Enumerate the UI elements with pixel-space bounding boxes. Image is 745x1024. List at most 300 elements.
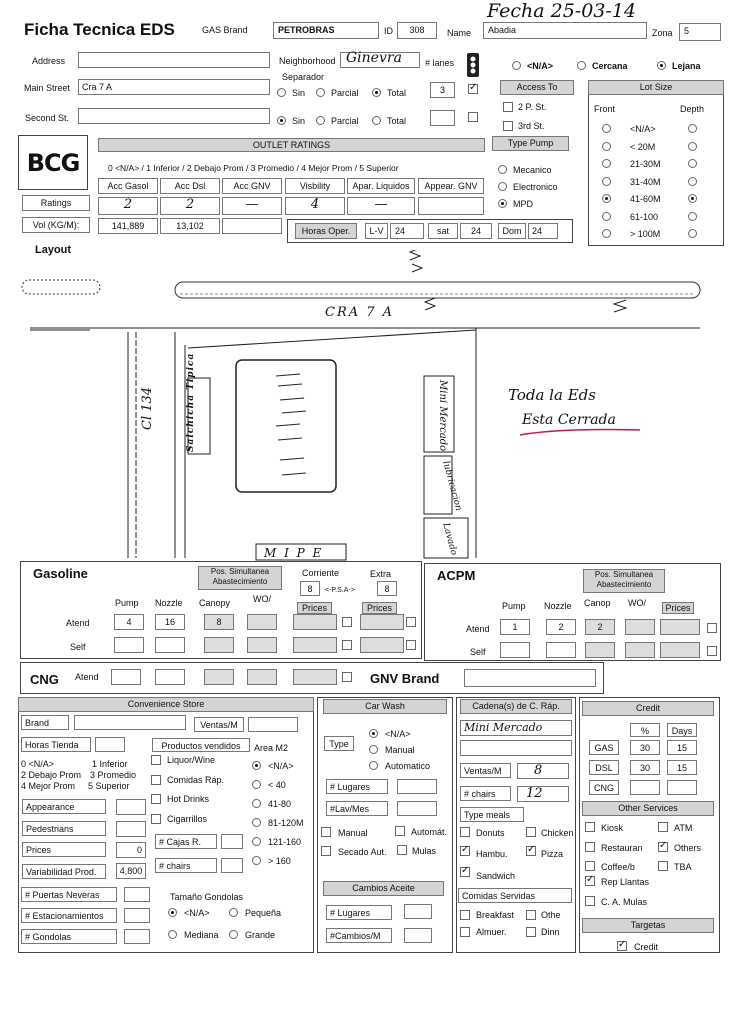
acpm-self-price[interactable] bbox=[660, 642, 700, 658]
area-label: > 160 bbox=[268, 856, 291, 866]
acpm-atend-price[interactable] bbox=[660, 619, 700, 635]
product-checkbox[interactable] bbox=[151, 775, 161, 785]
meal-hambu-label: Hambu. bbox=[476, 849, 508, 859]
rating-field[interactable]: 4 bbox=[285, 197, 345, 215]
store-scale-4: 3 Promedio bbox=[90, 770, 137, 780]
credit-header: Credit bbox=[582, 701, 714, 716]
gas-self-chk1[interactable] bbox=[342, 640, 352, 650]
second-lanes-checkbox[interactable] bbox=[468, 112, 478, 122]
product-checkbox[interactable] bbox=[151, 814, 161, 824]
cambios-mes-label: #Cambios/M bbox=[326, 928, 392, 943]
lot-depth-radio[interactable] bbox=[688, 142, 697, 151]
lot-depth-radio[interactable] bbox=[688, 229, 697, 238]
area-label: 121-160 bbox=[268, 837, 302, 847]
cw-manual-radio[interactable] bbox=[369, 745, 378, 754]
comidas-othe-chk[interactable] bbox=[526, 910, 536, 920]
lv-field[interactable]: 24 bbox=[390, 223, 424, 239]
traffic-light-icon bbox=[462, 52, 484, 80]
cw-na-label: <N/A> bbox=[385, 729, 411, 739]
area-label: < 40 bbox=[268, 780, 286, 790]
targetas-header: Targetas bbox=[582, 918, 714, 933]
outlet-col-header: Apar. Liquidos bbox=[347, 178, 415, 194]
cadena-chairs-label: # chairs bbox=[460, 786, 511, 801]
gas-pump-label: Pump bbox=[115, 598, 139, 608]
gas-atend-wo[interactable] bbox=[247, 614, 277, 630]
store-horas-label: Horas Tienda bbox=[21, 737, 91, 752]
cw-manual-chk[interactable] bbox=[321, 827, 331, 837]
lanes-field[interactable]: 3 bbox=[430, 82, 455, 98]
service-label: Coffee/b bbox=[601, 862, 635, 872]
second-st-label: Second St. bbox=[25, 113, 70, 123]
cw-na-radio[interactable] bbox=[369, 729, 378, 738]
acpm-self-nozzle[interactable] bbox=[546, 642, 576, 658]
access-3rd-label: 3rd St. bbox=[518, 121, 545, 131]
product-checkbox[interactable] bbox=[151, 794, 161, 804]
gas-extra-field[interactable]: 8 bbox=[377, 581, 397, 596]
cng-field-5[interactable] bbox=[293, 669, 337, 685]
acpm-self-label: Self bbox=[470, 647, 486, 657]
zona-label: Zona bbox=[652, 28, 673, 38]
sec-parcial-radio[interactable] bbox=[316, 116, 325, 125]
store-prices-label: Prices bbox=[22, 842, 106, 857]
meal-donuts-chk[interactable] bbox=[460, 827, 470, 837]
pump-electronico-label: Electronico bbox=[513, 182, 558, 192]
gas-brand-field[interactable]: PETROBRAS bbox=[273, 22, 379, 39]
lot-option-label: 31-40M bbox=[630, 176, 661, 187]
gas-wo-label: WO/ bbox=[253, 594, 271, 604]
lot-option-label: 21-30M bbox=[630, 159, 661, 169]
acpm-atend-nozzle[interactable]: 2 bbox=[546, 619, 576, 635]
store-pedestrians-field[interactable] bbox=[116, 821, 146, 837]
credit-row-label: GAS bbox=[589, 740, 619, 755]
cw-auto-label: Automatico bbox=[385, 761, 431, 771]
area-radio[interactable] bbox=[252, 818, 261, 827]
service-label: ATM bbox=[674, 823, 693, 833]
acpm-self-chk[interactable] bbox=[707, 646, 717, 656]
sec-parcial-label: Parcial bbox=[331, 116, 359, 126]
street-left-label: Cl 134 bbox=[140, 386, 155, 430]
cw-manual-label: Manual bbox=[385, 745, 415, 755]
carwash-type-label: Type bbox=[324, 736, 354, 751]
second-lanes-field[interactable] bbox=[430, 110, 455, 126]
gas-prices-2: Prices bbox=[362, 602, 397, 614]
store-cajas-field[interactable] bbox=[221, 834, 243, 849]
vol-field[interactable]: 13,102 bbox=[160, 218, 220, 234]
sep-total-radio[interactable] bbox=[372, 88, 381, 97]
tam-grande-radio[interactable] bbox=[229, 930, 238, 939]
acpm-wo-label: WO/ bbox=[628, 598, 646, 608]
gas-corriente-label: Corriente bbox=[302, 568, 340, 578]
sep-total-label: Total bbox=[387, 88, 407, 98]
note-line2: Esta Cerrada bbox=[522, 412, 616, 428]
prox-cercana-radio[interactable] bbox=[577, 61, 586, 70]
lot-front-radio[interactable] bbox=[602, 159, 611, 168]
store-gondolas-field[interactable] bbox=[124, 929, 150, 944]
credit-pct-header: % bbox=[630, 723, 660, 737]
tam-mediana-radio[interactable] bbox=[168, 930, 177, 939]
lot-depth-radio[interactable] bbox=[688, 194, 697, 203]
meal-hambu-chk[interactable] bbox=[460, 846, 470, 856]
acpm-canop-label: Canop bbox=[584, 598, 611, 608]
acpm-self-wo[interactable] bbox=[625, 642, 655, 658]
cw-automat-chk-label: Automát. bbox=[411, 827, 448, 837]
sep-parcial-label: Parcial bbox=[331, 88, 359, 98]
prox-cercana-label: Cercana bbox=[592, 61, 628, 71]
cng-atend-label: Atend bbox=[75, 672, 99, 682]
acpm-atend-canop[interactable]: 2 bbox=[585, 619, 615, 635]
ratings-label: Ratings bbox=[22, 195, 90, 211]
other-services-header: Other Services bbox=[582, 801, 714, 816]
horas-oper-label: Horas Oper. bbox=[295, 223, 357, 239]
access-3rd-checkbox[interactable] bbox=[503, 121, 513, 131]
pump-mpd-label: MPD bbox=[513, 199, 533, 209]
gas-corriente-field[interactable]: 8 bbox=[300, 581, 320, 596]
main-street-label: Main Street bbox=[24, 83, 71, 93]
area-radio[interactable] bbox=[252, 837, 261, 846]
zona-field[interactable]: 5 bbox=[679, 23, 721, 41]
credit-row-label: CNG bbox=[589, 780, 619, 795]
rating-field[interactable]: — bbox=[222, 197, 282, 215]
area-label: 81-120M bbox=[268, 818, 304, 828]
cw-lugares-field[interactable] bbox=[397, 779, 437, 794]
lot-depth-radio[interactable] bbox=[688, 124, 697, 133]
store-prices-value[interactable]: 0 bbox=[116, 842, 146, 858]
lot-depth-radio[interactable] bbox=[688, 212, 697, 221]
store-cajas-label: # Cajas R. bbox=[155, 834, 217, 849]
rating-field[interactable] bbox=[418, 197, 484, 215]
meal-pizza-label: Pizza bbox=[541, 849, 564, 859]
meal-pizza-chk[interactable] bbox=[526, 846, 536, 856]
gas-self-canopy[interactable] bbox=[204, 637, 234, 653]
store-scale-3: 2 Debajo Prom bbox=[21, 770, 82, 780]
targetas-credit-chk[interactable] bbox=[617, 941, 627, 951]
cw-lavmes-label: #Lav/Mes bbox=[326, 801, 388, 816]
pump-mpd-radio[interactable] bbox=[498, 199, 507, 208]
fecha-handwritten: Fecha 25-03-14 bbox=[487, 0, 637, 22]
layout-sketch bbox=[0, 250, 745, 562]
cadena-chairs-field[interactable]: 12 bbox=[517, 786, 569, 802]
lot-depth-label: Depth bbox=[680, 104, 705, 114]
credit-days-field[interactable]: 15 bbox=[667, 740, 697, 755]
gas-atend-price1[interactable] bbox=[293, 614, 337, 630]
store-variabilidad-value[interactable]: 4,800 bbox=[116, 863, 146, 879]
store-estac-label: # Estacionamientos bbox=[21, 908, 117, 923]
service-checkbox[interactable] bbox=[585, 822, 595, 832]
lot-front-radio[interactable] bbox=[602, 177, 611, 186]
cng-field-2[interactable] bbox=[155, 669, 185, 685]
comidas-breakfast-chk[interactable] bbox=[460, 910, 470, 920]
area-radio[interactable] bbox=[252, 799, 261, 808]
cng-field-4[interactable] bbox=[247, 669, 277, 685]
main-street-field[interactable]: Cra 7 A bbox=[78, 79, 270, 95]
outlet-col-header: Acc GNV bbox=[222, 178, 282, 194]
comidas-almuer-chk[interactable] bbox=[460, 927, 470, 937]
service-checkbox[interactable] bbox=[585, 896, 595, 906]
type-pump-header: Type Pump bbox=[492, 136, 569, 151]
sep-parcial-radio[interactable] bbox=[316, 88, 325, 97]
service-label: Rep Llantas bbox=[601, 877, 650, 887]
gas-extra-label: Extra bbox=[370, 569, 392, 579]
area-radio[interactable] bbox=[252, 856, 261, 865]
meal-sandwich-chk[interactable] bbox=[460, 867, 470, 877]
store-scale-1: 0 <N/A> bbox=[21, 759, 55, 769]
area-radio[interactable] bbox=[252, 780, 261, 789]
gas-atend-nozzle[interactable]: 16 bbox=[155, 614, 185, 630]
note-line1: Toda la Eds bbox=[508, 386, 596, 404]
lot-option-label: 41-60M bbox=[630, 194, 661, 204]
product-label: Comidas Ráp. bbox=[167, 774, 225, 785]
service-checkbox[interactable] bbox=[585, 842, 595, 852]
lot-front-radio[interactable] bbox=[602, 124, 611, 133]
prox-na-radio[interactable] bbox=[512, 61, 521, 70]
cambios-header: Cambios Aceite bbox=[323, 881, 444, 896]
comidas-label: Comidas Servidas bbox=[458, 888, 572, 903]
access-2p-label: 2 P. St. bbox=[518, 102, 547, 112]
outlet-ratings-header: OUTLET RATINGS bbox=[98, 138, 485, 152]
separador-label: Separador bbox=[282, 72, 325, 82]
service-label: Others bbox=[674, 842, 702, 853]
lot-front-radio[interactable] bbox=[602, 229, 611, 238]
store-area-label: Area M2 bbox=[254, 743, 289, 753]
gas-nozzle-label: Nozzle bbox=[155, 598, 183, 608]
prox-lejana-radio[interactable] bbox=[657, 61, 666, 70]
product-label: Liquor/Wine bbox=[167, 755, 216, 765]
gas-atend-chk2[interactable] bbox=[406, 617, 416, 627]
acpm-prices: Prices bbox=[662, 602, 694, 614]
neighborhood-label: Neighborhood bbox=[279, 56, 336, 66]
access-to-header: Access To bbox=[500, 80, 574, 95]
sec-total-label: Total bbox=[387, 116, 407, 126]
outlet-col-header: Acc Gasol bbox=[98, 178, 158, 194]
acpm-atend-chk[interactable] bbox=[707, 623, 717, 633]
mipe-label: M I P E bbox=[264, 546, 324, 560]
service-checkbox[interactable] bbox=[658, 842, 668, 852]
acpm-pump-label: Pump bbox=[502, 601, 526, 611]
lot-option-label: < 20M bbox=[630, 141, 656, 152]
layout-title: Layout bbox=[35, 244, 72, 256]
area-label: 41-80 bbox=[268, 799, 292, 809]
lot-front-radio[interactable] bbox=[602, 142, 611, 151]
tam-mediana-label: Mediana bbox=[184, 930, 219, 940]
cambios-lugares-field[interactable] bbox=[404, 904, 432, 919]
lot-front-radio[interactable] bbox=[602, 194, 611, 203]
acpm-self-canop[interactable] bbox=[585, 642, 615, 658]
lanes-label: # lanes bbox=[425, 58, 455, 68]
gas-self-chk2[interactable] bbox=[406, 640, 416, 650]
shop-left-label: Salchicha Tipica bbox=[186, 352, 196, 452]
tam-grande-label: Grande bbox=[245, 930, 276, 940]
lot-depth-radio[interactable] bbox=[688, 159, 697, 168]
cadena-field-2[interactable] bbox=[460, 740, 572, 756]
pump-mecanico-radio[interactable] bbox=[498, 165, 507, 174]
gas-atend-chk1[interactable] bbox=[342, 617, 352, 627]
gas-self-pump[interactable] bbox=[114, 637, 144, 653]
store-puertas-field[interactable] bbox=[124, 887, 150, 902]
lanes-checkbox[interactable] bbox=[468, 84, 478, 94]
store-horas-field[interactable] bbox=[95, 737, 125, 752]
acpm-nozzle-label: Nozzle bbox=[544, 601, 572, 611]
cng-field-1[interactable] bbox=[111, 669, 141, 685]
area-radio[interactable] bbox=[252, 761, 261, 770]
lot-option-label: 61-100 bbox=[630, 211, 659, 222]
area-label: <N/A> bbox=[268, 761, 294, 771]
lot-option-label: <N/A> bbox=[630, 124, 656, 134]
outlet-col-header: Appear. GNV bbox=[418, 178, 484, 194]
lot-option-label: > 100M bbox=[630, 229, 661, 239]
id-label: ID bbox=[384, 26, 393, 36]
store-appearance-field[interactable] bbox=[116, 799, 146, 815]
outlet-scale: 0 <N/A> / 1 Inferior / 2 Debajo Prom / 3 Promedio / 4 Mejor Prom / 5 Superior bbox=[108, 163, 399, 173]
acpm-self-pump[interactable] bbox=[500, 642, 530, 658]
store-estac-field[interactable] bbox=[124, 908, 150, 923]
service-checkbox[interactable] bbox=[585, 861, 595, 871]
mini-mercado-label: Mini Mercado bbox=[437, 380, 448, 452]
lot-front-radio[interactable] bbox=[602, 212, 611, 221]
gas-atend-label: Atend bbox=[66, 618, 90, 628]
gas-atend-canopy[interactable]: 8 bbox=[204, 614, 234, 630]
credit-pct-field[interactable]: 30 bbox=[630, 760, 660, 775]
gasoline-title: Gasoline bbox=[33, 566, 88, 581]
lv-label: L-V bbox=[365, 223, 388, 239]
cw-automat-chk[interactable] bbox=[395, 826, 405, 836]
tam-na-radio[interactable] bbox=[168, 908, 177, 917]
targetas-credit-label: Credit bbox=[634, 942, 659, 952]
store-chairs-field[interactable] bbox=[221, 858, 243, 873]
store-ventas-label: Ventas/M bbox=[194, 717, 244, 732]
sec-total-radio[interactable] bbox=[372, 116, 381, 125]
credit-pct-field[interactable]: 30 bbox=[630, 740, 660, 755]
service-checkbox[interactable] bbox=[585, 876, 595, 886]
comidas-dinn-label: Dinn bbox=[541, 927, 560, 937]
access-2p-checkbox[interactable] bbox=[503, 102, 513, 112]
carwash-header: Car Wash bbox=[323, 699, 447, 714]
comidas-othe-label: Othe bbox=[541, 910, 561, 920]
sat-field[interactable]: 24 bbox=[460, 223, 492, 239]
name-field[interactable]: Abadia bbox=[483, 22, 647, 39]
gas-self-wo[interactable] bbox=[247, 637, 277, 653]
cw-auto-radio[interactable] bbox=[369, 761, 378, 770]
comidas-dinn-chk[interactable] bbox=[526, 927, 536, 937]
store-scale-5: 4 Mejor Prom bbox=[21, 781, 76, 791]
cambios-mes-field[interactable] bbox=[404, 928, 432, 943]
cambios-lugares-label: # Lugares bbox=[326, 905, 392, 920]
bcg-logo-text: BCG bbox=[26, 149, 80, 177]
address-field[interactable] bbox=[78, 52, 270, 68]
store-scale-2: 1 Inferior bbox=[92, 759, 128, 769]
outlet-col-header: Visbility bbox=[285, 178, 345, 194]
store-scale-6: 5 Superior bbox=[88, 781, 130, 791]
acpm-title: ACPM bbox=[437, 568, 476, 583]
bcg-logo bbox=[18, 135, 88, 190]
sec-sin-radio[interactable] bbox=[277, 116, 286, 125]
cadena-ventas-label: Ventas/M bbox=[460, 763, 511, 778]
gas-pos-sim: Pos. Simultanea Abastecimiento bbox=[198, 566, 282, 590]
acpm-atend-pump[interactable]: 1 bbox=[500, 619, 530, 635]
cadena-field[interactable]: Mini Mercado bbox=[460, 720, 572, 736]
service-checkbox[interactable] bbox=[658, 822, 668, 832]
cw-lavmes-field[interactable] bbox=[397, 801, 437, 816]
store-puertas-label: # Puertas Neveras bbox=[21, 887, 117, 902]
gas-prices-1: Prices bbox=[297, 602, 332, 614]
rating-field[interactable]: 2 bbox=[160, 197, 220, 215]
credit-row-label: DSL bbox=[589, 760, 619, 775]
prox-lejana-label: Lejana bbox=[672, 61, 701, 71]
id-field[interactable]: 308 bbox=[397, 22, 437, 39]
name-label: Name bbox=[447, 28, 472, 38]
vol-field[interactable]: 141,889 bbox=[98, 218, 158, 234]
gas-brand-label: GAS Brand bbox=[202, 25, 248, 35]
second-st-field[interactable] bbox=[78, 108, 270, 124]
cw-mulas-chk[interactable] bbox=[397, 845, 407, 855]
vol-label: Vol (KG/M): bbox=[22, 217, 90, 233]
credit-pct-field[interactable] bbox=[630, 780, 660, 795]
acpm-atend-wo[interactable] bbox=[625, 619, 655, 635]
store-brand-field[interactable] bbox=[74, 715, 186, 730]
service-label: Restauran bbox=[601, 842, 643, 853]
gas-self-nozzle[interactable] bbox=[155, 637, 185, 653]
credit-days-field[interactable] bbox=[667, 780, 697, 795]
meal-chicken-chk[interactable] bbox=[526, 827, 536, 837]
pump-mecanico-label: Mecanico bbox=[513, 165, 552, 175]
lubricacion-label: lubricacion bbox=[440, 460, 464, 513]
meal-sandwich-label: Sandwich bbox=[476, 871, 516, 881]
gas-self-price1[interactable] bbox=[293, 637, 337, 653]
lot-depth-radio[interactable] bbox=[688, 177, 697, 186]
cadena-type-meals: Type meals bbox=[460, 807, 524, 822]
sep-sin-radio[interactable] bbox=[277, 88, 286, 97]
gnv-brand-field[interactable] bbox=[464, 669, 596, 687]
tam-na-label: <N/A> bbox=[184, 908, 210, 918]
product-checkbox[interactable] bbox=[151, 755, 161, 765]
address-label: Address bbox=[32, 56, 66, 66]
cng-chk[interactable] bbox=[342, 672, 352, 682]
sec-sin-label: Sin bbox=[292, 116, 306, 126]
gas-atend-pump[interactable]: 4 bbox=[114, 614, 144, 630]
store-tamano-label: Tamaño Gondolas bbox=[170, 892, 244, 902]
dom-field[interactable]: 24 bbox=[528, 223, 558, 239]
gas-psa-label: <-P.S.A-> bbox=[325, 587, 355, 594]
cadena-header: Cadena(s) de C. Ráp. bbox=[460, 699, 572, 714]
store-productos-label: Productos vendidos bbox=[152, 738, 250, 752]
rating-field[interactable]: — bbox=[347, 197, 415, 215]
cadena-ventas-field[interactable]: 8 bbox=[517, 763, 569, 779]
cw-secado-chk[interactable] bbox=[321, 846, 331, 856]
neighborhood-handwritten: Ginevra bbox=[346, 50, 402, 66]
service-checkbox[interactable] bbox=[658, 861, 668, 871]
gas-self-price2[interactable] bbox=[360, 637, 404, 653]
store-pedestrians-label: Pedestrians bbox=[22, 821, 106, 836]
store-ventas-field[interactable] bbox=[248, 717, 298, 732]
service-label: Kiosk bbox=[601, 823, 624, 833]
gas-atend-price2[interactable] bbox=[360, 614, 404, 630]
lot-size-header: Lot Size bbox=[588, 80, 724, 95]
tam-pequena-radio[interactable] bbox=[229, 908, 238, 917]
lavado-label: Lavado bbox=[440, 522, 459, 557]
meal-chicken-label: Chicken bbox=[541, 828, 574, 838]
store-variabilidad-label: Variabilidad Prod. bbox=[22, 864, 106, 879]
tam-pequena-label: Pequeña bbox=[245, 908, 282, 918]
service-label: C. A. Mulas bbox=[601, 896, 648, 907]
vol-field[interactable] bbox=[222, 218, 282, 234]
cw-secado-label: Secado Aut. bbox=[338, 847, 387, 857]
credit-days-field[interactable]: 15 bbox=[667, 760, 697, 775]
cng-field-3[interactable] bbox=[204, 669, 234, 685]
credit-days-header: Days bbox=[667, 723, 697, 737]
rating-field[interactable]: 2 bbox=[98, 197, 158, 215]
pump-electronico-radio[interactable] bbox=[498, 182, 507, 191]
acpm-atend-label: Atend bbox=[466, 624, 490, 634]
prox-na-label: <N/A> bbox=[527, 61, 554, 71]
